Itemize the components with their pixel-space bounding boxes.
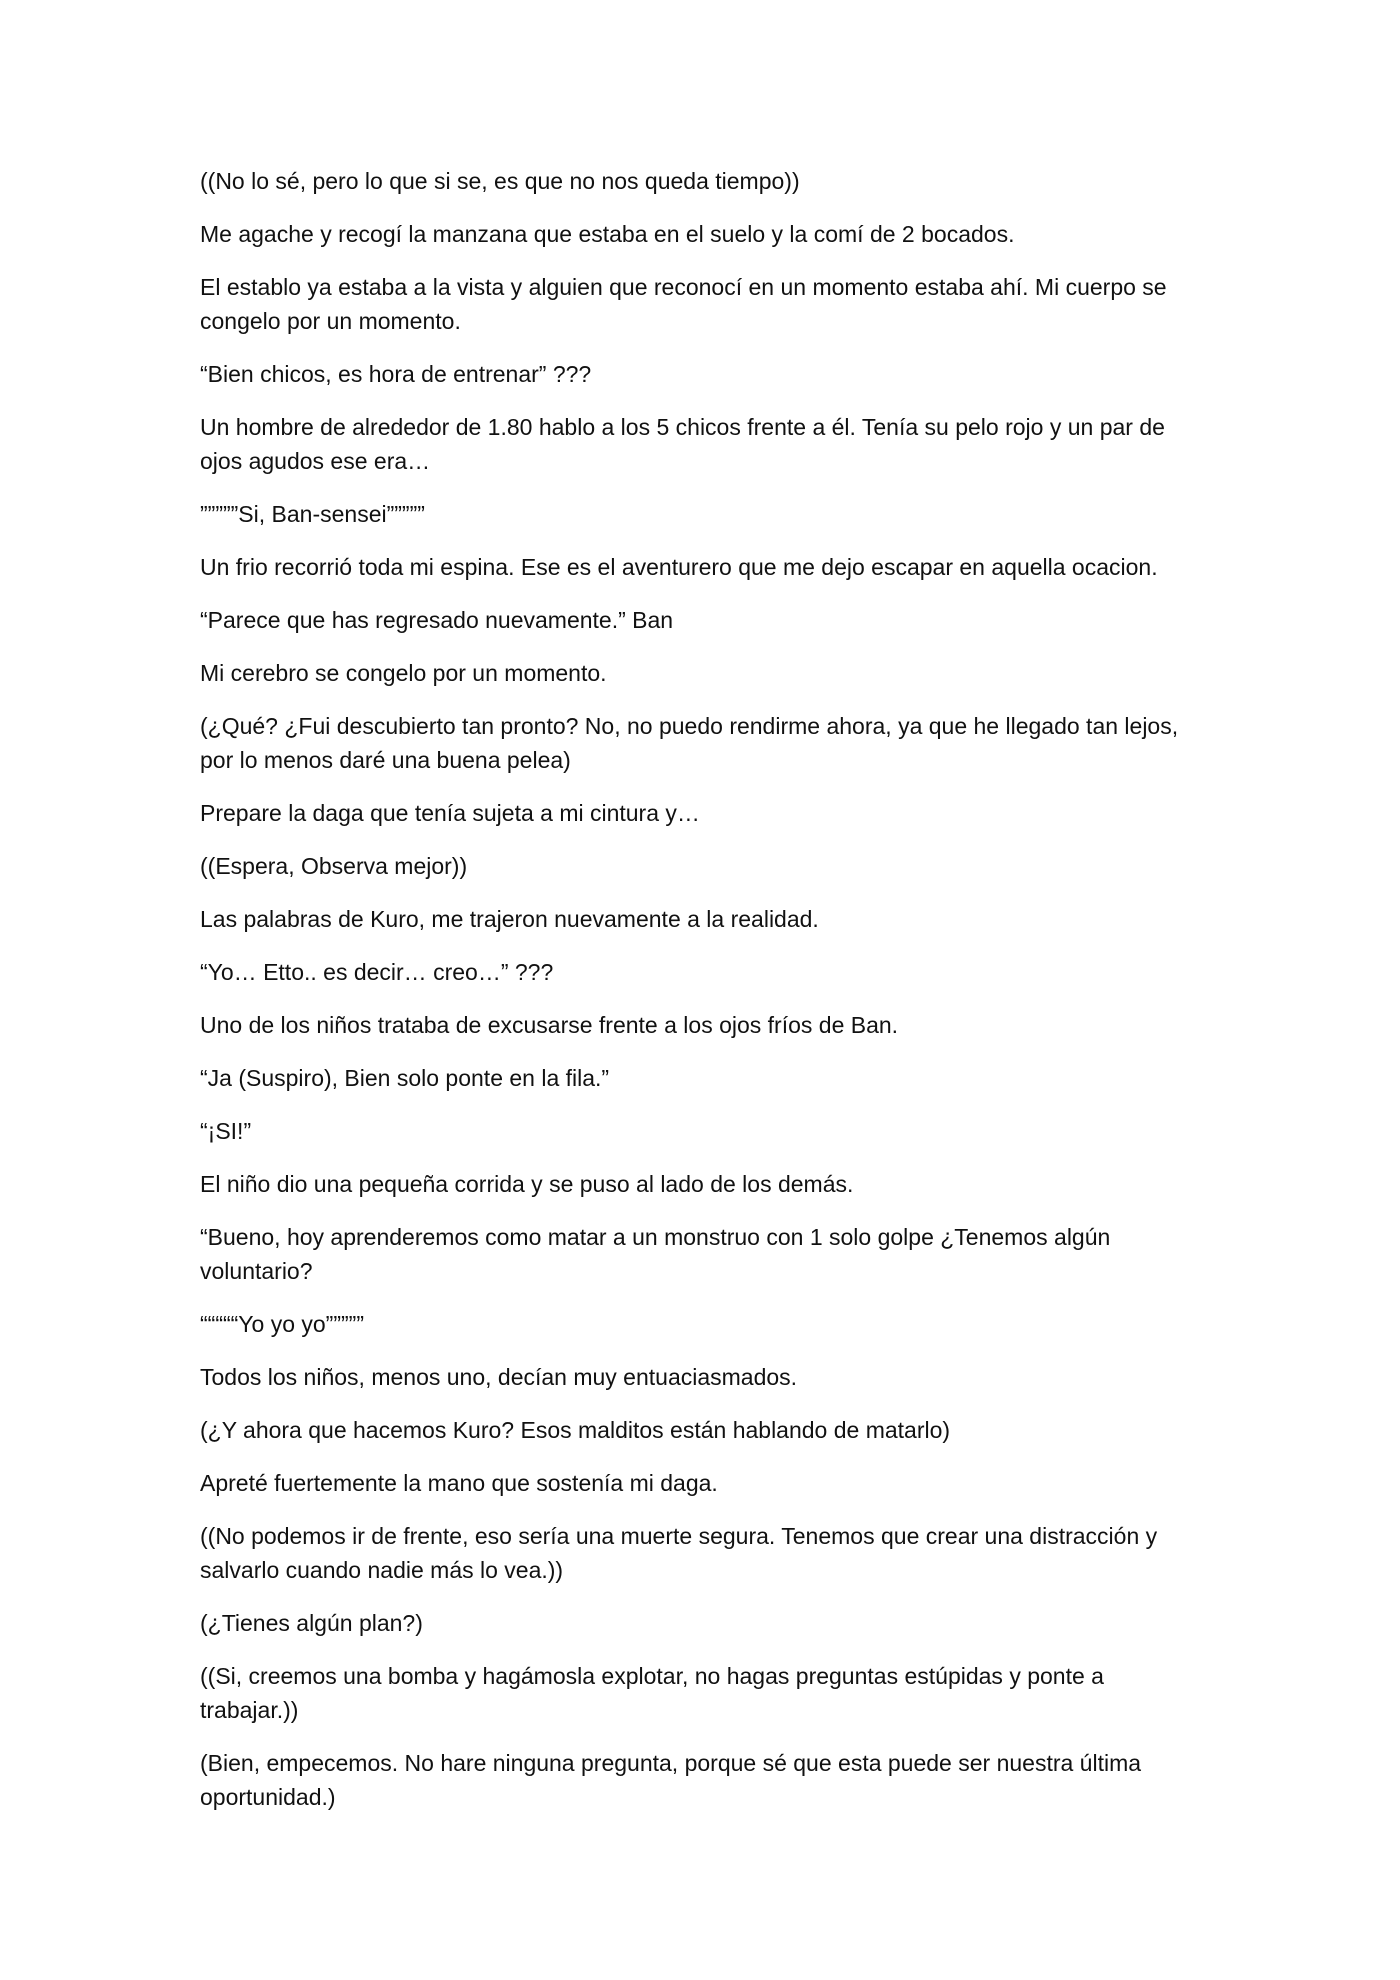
paragraph: “Bueno, hoy aprenderemos como matar a un monstruo con 1 solo golpe ¿Tenemos algún voluntario? [200, 1224, 1111, 1284]
paragraph: Apreté fuertemente la mano que sostenía mi daga. [200, 1470, 718, 1496]
paragraph: Me agache y recogí la manzana que estaba en el suelo y la comí de 2 bocados. [200, 221, 1015, 247]
paragraph: ((Si, creemos una bomba y hagámosla explotar, no hagas preguntas estúpidas y ponte a trabajar.)) [200, 1663, 1104, 1723]
paragraph: ((No podemos ir de frente, eso sería una muerte segura. Tenemos que crear una distracción y salvarlo cuando nadie más lo vea.)) [200, 1523, 1158, 1583]
paragraph: (Bien, empecemos. No hare ninguna pregunta, porque sé que esta puede ser nuestra última oportunidad.) [200, 1750, 1142, 1810]
paragraph: ((No lo sé, pero lo que si se, es que no nos queda tiempo)) [200, 168, 800, 194]
paragraph: “Bien chicos, es hora de entrenar” ??? [200, 361, 592, 387]
document-body [200, 164, 1200, 1833]
paragraph: “¡SI!” [200, 1118, 252, 1144]
paragraph: Un frio recorrió toda mi espina. Ese es el aventurero que me dejo escapar en aquella ocacion. [200, 554, 1158, 580]
paragraph: ((Espera, Observa mejor)) [200, 853, 468, 879]
paragraph: (¿Tienes algún plan?) [200, 1610, 423, 1636]
paragraph: Mi cerebro se congelo por un momento. [200, 660, 607, 686]
paragraph: Prepare la daga que tenía sujeta a mi cintura y… [200, 800, 700, 826]
paragraph: (¿Y ahora que hacemos Kuro? Esos malditos están hablando de matarlo) [200, 1417, 951, 1443]
paragraph: El niño dio una pequeña corrida y se puso al lado de los demás. [200, 1171, 854, 1197]
paragraph: Todos los niños, menos uno, decían muy entuaciasmados. [200, 1364, 798, 1390]
paragraph: ”””””Si, Ban-sensei””””” [200, 501, 425, 527]
paragraph: El establo ya estaba a la vista y alguien que reconocí en un momento estaba ahí. Mi cuerpo se congelo por un momento. [200, 274, 1167, 334]
paragraph: “Parece que has regresado nuevamente.” Ban [200, 607, 674, 633]
paragraph: “““““Yo yo yo””””” [200, 1311, 364, 1337]
paragraph: Las palabras de Kuro, me trajeron nuevamente a la realidad. [200, 906, 819, 932]
paragraph: Un hombre de alrededor de 1.80 hablo a los 5 chicos frente a él. Tenía su pelo rojo y un par de ojos agudos ese era… [200, 414, 1165, 474]
paragraph: (¿Qué? ¿Fui descubierto tan pronto? No, no puedo rendirme ahora, ya que he llegado tan lejos, por lo menos daré una buena pelea) [200, 713, 1179, 773]
paragraph: Uno de los niños trataba de excusarse frente a los ojos fríos de Ban. [200, 1012, 899, 1038]
paragraph: “Ja (Suspiro), Bien solo ponte en la fila.” [200, 1065, 610, 1091]
paragraph: “Yo… Etto.. es decir… creo…” ??? [200, 959, 554, 985]
